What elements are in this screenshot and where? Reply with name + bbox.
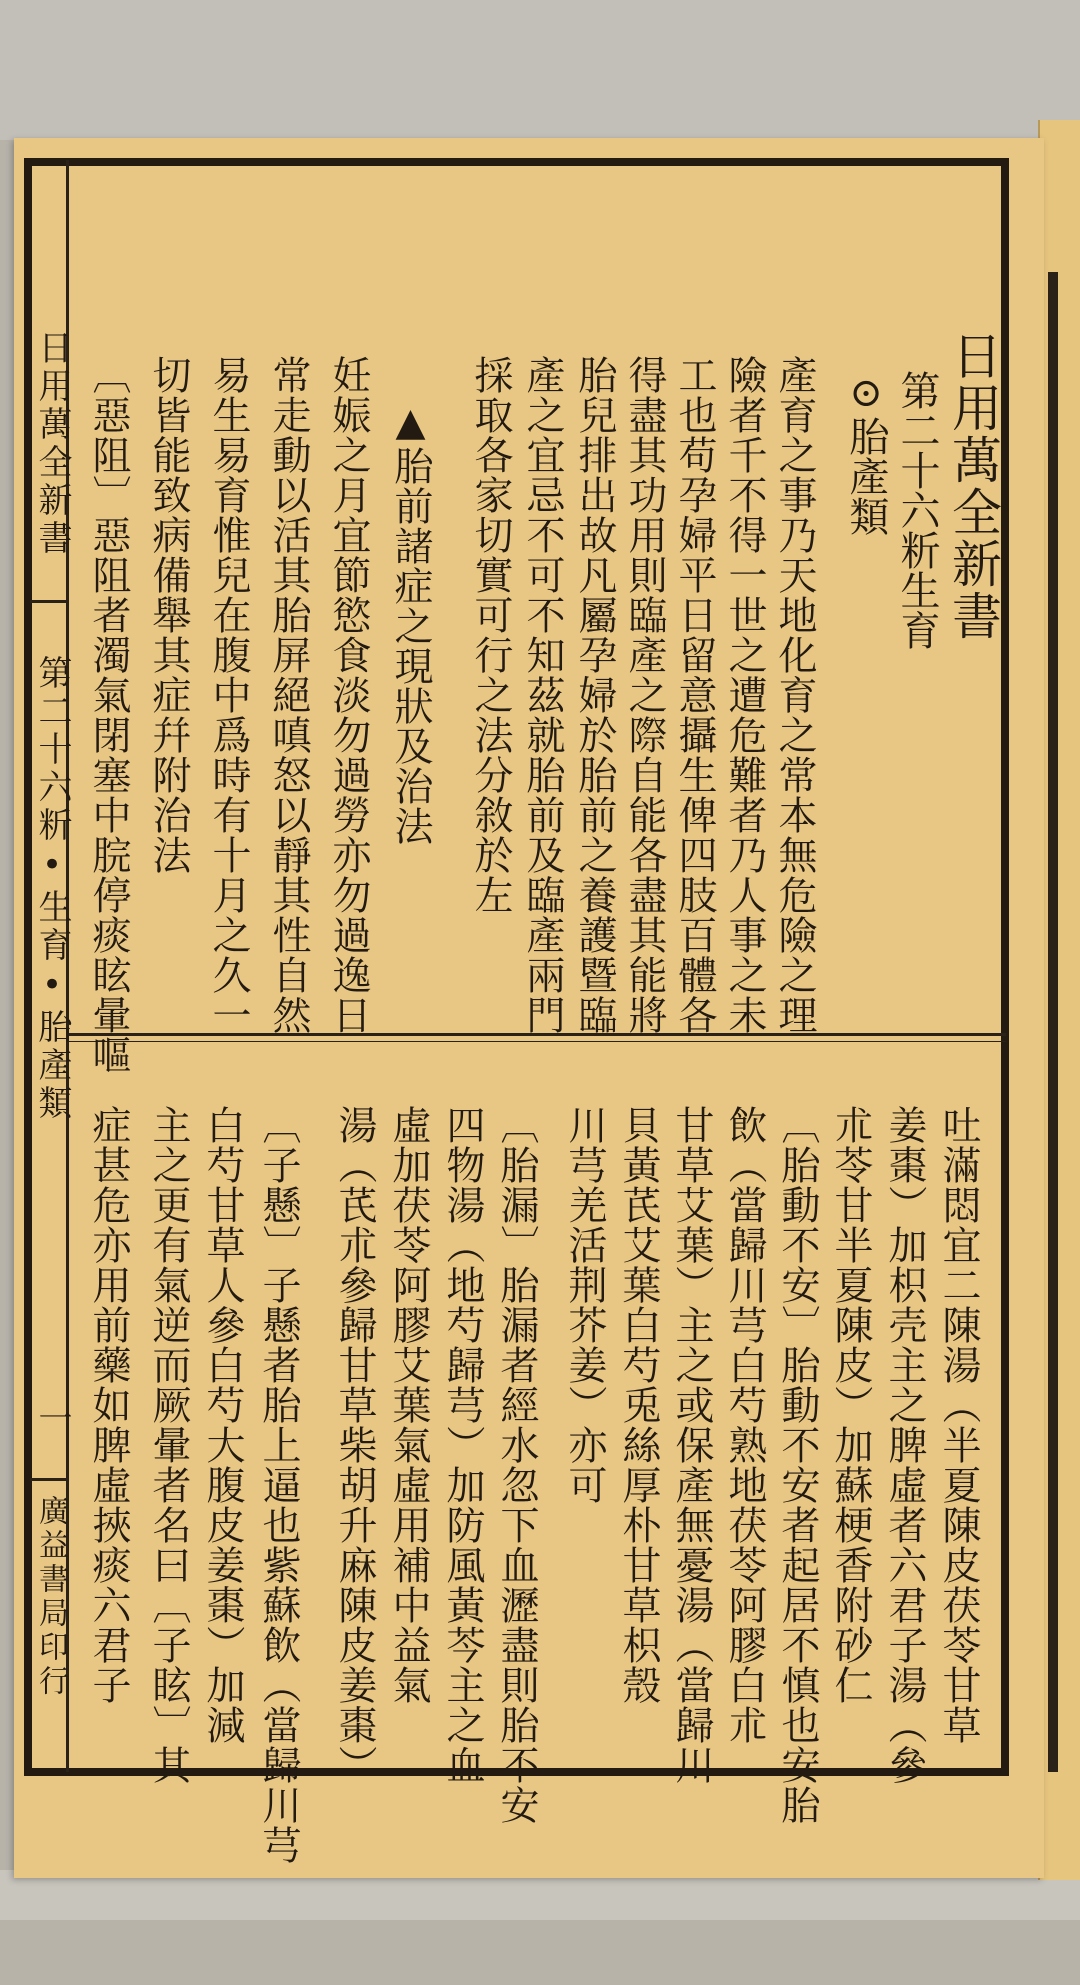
text-column: 妊娠之月宜節慾食淡勿過勞亦勿過逸日 — [326, 355, 371, 1035]
adjacent-page-border — [1048, 272, 1058, 1772]
text-column: 〔惡阻〕惡阻者濁氣閉塞中脘停痰眩暈嘔 — [86, 355, 131, 1075]
text-column: 險者千不得一世之遭危難者乃人事之未 — [722, 355, 767, 1035]
text-column: 白芍甘草人參白芍大腹皮姜棗）加減 — [200, 1105, 245, 1745]
text-column: 症甚危亦用前藥如脾虛挾痰六君子 — [86, 1105, 131, 1705]
margin-title-divider — [30, 600, 66, 603]
text-column: 〔胎漏〕胎漏者經水忽下血瀝盡則胎不安 — [494, 1105, 539, 1825]
text-column: 〔子懸〕子懸者胎上逼也紫蘇飲（當歸川芎 — [256, 1105, 301, 1865]
text-column: 得盡其功用則臨產之際自能各盡其能將 — [622, 355, 667, 1035]
section-heading: ⊙胎產類 — [843, 370, 889, 536]
text-column: 貝黃芪艾葉白芍兎絲厚朴甘草枳殼 — [616, 1105, 661, 1705]
margin-chapter-label: 第二十六䉼•生育•胎產類 — [32, 655, 72, 1123]
text-column: 產之宜忌不可不知茲就胎前及臨產兩門 — [520, 355, 565, 1035]
margin-publisher-divider — [30, 1478, 66, 1481]
chapter-heading: 第二十六䉼生育 — [894, 370, 940, 650]
text-column: 工也苟孕婦平日留意攝生俾四肢百體各 — [672, 355, 717, 1035]
text-column: 產育之事乃天地化育之常本無危險之理 — [772, 355, 817, 1035]
adjacent-page-edge — [1038, 120, 1080, 1880]
text-column: 甘草艾葉）主之或保產無憂湯（當歸川 — [669, 1105, 714, 1785]
text-column: 易生易育惟兒在腹中爲時有十月之久一 — [206, 355, 251, 1035]
text-column: 虛加茯苓阿膠艾葉氣虛用補中益氣 — [386, 1105, 431, 1705]
text-column: 〔胎動不安〕胎動不安者起居不慎也安胎 — [775, 1105, 820, 1825]
text-column: 胎兒排出故凡屬孕婦於胎前之養護暨臨 — [572, 355, 617, 1035]
text-column: 採取各家切實可行之法分敘於左 — [468, 355, 513, 915]
text-column: 四物湯（地芍歸芎）加防風黃芩主之血 — [440, 1105, 485, 1785]
text-column: 川芎羌活荆芥姜）亦可 — [562, 1105, 607, 1505]
subsection-heading: ▲胎前諸症之現狀及治法 — [388, 400, 433, 846]
text-column: 吐滿悶宜二陳湯（半夏陳皮茯苓甘草 — [936, 1105, 981, 1745]
text-column: 姜棗）加枳壳主之脾虛者六君子湯（參 — [882, 1105, 927, 1785]
margin-page-number: 一 — [32, 1400, 72, 1434]
text-column: 常走動以活其胎屏絕嗔怒以靜其性自然 — [266, 355, 311, 1035]
margin-book-title: 日用萬全新書 — [32, 330, 72, 558]
text-column: 主之更有氣逆而厥暈者名曰〔子眩〕其 — [146, 1105, 191, 1785]
text-column: 朮苓甘半夏陳皮）加蘇梗香附砂仁 — [828, 1105, 873, 1705]
text-column: 飲（當歸川芎白芍熟地茯苓阿膠白朮 — [722, 1105, 767, 1745]
text-column: 切皆能致病備舉其症幷附治法 — [146, 355, 191, 875]
background-top — [0, 0, 1080, 140]
page-title: 日用萬全新書 — [944, 330, 1002, 642]
margin-publisher: 廣益書局印行 — [33, 1495, 68, 1699]
text-column: 湯（芪朮參歸甘草柴胡升麻陳皮姜棗） — [332, 1105, 377, 1785]
